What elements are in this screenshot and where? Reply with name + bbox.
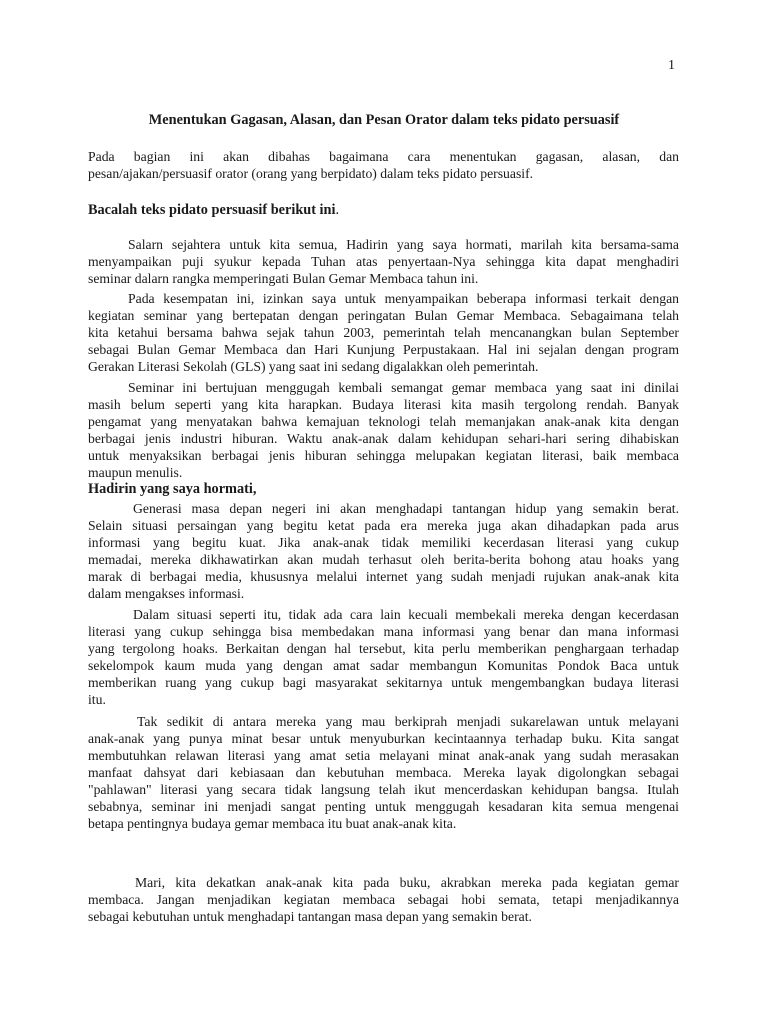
paragraph-line: berbagai jenis industri hiburan. Waktu anak-anak dalam kehidupan sehari-hari sering dihabiskan bbox=[88, 431, 679, 446]
paragraph-line: Seminar ini bertujuan menggugah kembali semangat gemar membaca yang saat ini dinilai bbox=[128, 380, 679, 395]
paragraph-line: sebagai kebutuhan untuk menghadapi tantangan masa depan yang semakin berat. bbox=[88, 909, 532, 924]
paragraph-line: informasi yang begitu kuat. Jika anak-anak tidak memiliki kecerdasan literasi yang cukup bbox=[88, 535, 679, 550]
paragraph-line: Generasi masa depan negeri ini akan menghadapi tantangan hidup yang semakin berat. bbox=[133, 501, 679, 516]
paragraph-line: betapa pentingnya budaya gemar membaca itu buat anak-anak kita. bbox=[88, 816, 457, 831]
paragraph-line: Salarn sejahtera untuk kita semua, Hadirin yang saya hormati, marilah kita bersama-sama bbox=[128, 237, 679, 252]
intro-line: Pada bagian ini akan dibahas bagaimana cara menentukan gagasan, alasan, dan bbox=[88, 149, 679, 164]
paragraph-line: Pada kesempatan ini, izinkan saya untuk menyampaikan beberapa informasi terkait dengan bbox=[128, 291, 679, 306]
paragraph-line: itu. bbox=[88, 692, 106, 707]
paragraph-line: memadai, mereka dikhawatirkan akan mudah terhasut oleh berita-berita bohong atau hoaks yang bbox=[88, 552, 679, 567]
paragraph-line: Tak sedikit di antara mereka yang mau berkiprah menjadi sukarelawan untuk melayani bbox=[137, 714, 679, 729]
paragraph-line: Dalam situasi seperti itu, tidak ada cara lain kecuali membekali mereka dengan kecerdasan bbox=[133, 607, 679, 622]
paragraph-line: untuk menyaksikan berbagai jenis hiburan sehingga melupakan kegiatan literasi, baik membaca bbox=[88, 448, 679, 463]
paragraph-line: menyampaikan puji syukur kepada Tuhan atas penyertaan-Nya sehingga kita dapat menghadiri bbox=[88, 254, 679, 269]
page-number: 1 bbox=[668, 58, 675, 73]
paragraph-line: literasi yang cukup sehingga bisa membedakan mana informasi yang benar dan mana informasi bbox=[88, 624, 679, 639]
paragraph-line: manfaat dahsyat dari kebiasaan dan kebutuhan membaca. Mereka layak digolongkan sebagai bbox=[88, 765, 679, 780]
paragraph-line: pengamat yang menyatakan bahwa kemajuan teknologi telah memanjakan anak-anak kita dengan bbox=[88, 414, 679, 429]
page-title: Menentukan Gagasan, Alasan, dan Pesan Orator dalam teks pidato persuasif bbox=[148, 112, 620, 128]
instruction bbox=[88, 202, 339, 219]
section-heading: Hadirin yang saya hormati, bbox=[88, 481, 257, 497]
paragraph-line: maupun menulis. bbox=[88, 465, 183, 480]
paragraph-line: sebagai Bulan Gemar Membaca dan Hari Kunjung Perpustakaan. Hal ini sejalan dengan program bbox=[88, 342, 679, 357]
paragraph-line: masih belum seperti yang kita harapkan. Budaya literasi kita masih tergolong rendah. Banyak bbox=[88, 397, 679, 412]
paragraph-line: Selain situasi persaingan yang begitu ketat pada era mereka juga akan dihadapkan pada arus bbox=[88, 518, 679, 533]
paragraph-line: anak-anak yang punya minat besar untuk menyuburkan kecintaannya terhadap buku. Kita sangat bbox=[88, 731, 679, 746]
intro-line: pesan/ajakan/persuasif orator (orang yang berpidato) dalam teks pidato persuasif. bbox=[88, 166, 534, 181]
paragraph-line: yang tergolong hoaks. Berkaitan dengan hal tersebut, kita perlu memberikan penghargaan terhadap bbox=[88, 641, 679, 656]
paragraph-line: "pahlawan" literasi yang secara tidak langsung telah ikut mencerdaskan kehidupan bangsa. Itulah bbox=[88, 782, 679, 797]
instruction-period: . bbox=[335, 202, 340, 218]
paragraph-line: seminar dalarn rangka memperingati Bulan Gemar Membaca tahun ini. bbox=[88, 271, 479, 286]
paragraph-line: kegiatan seminar yang bertepatan dengan peringatan Bulan Gemar Membaca. Sebagaimana telah bbox=[88, 308, 679, 323]
paragraph-line: kita ketahui bersama bahwa sejak tahun 2003, pemerintah telah mencanangkan bulan September bbox=[88, 325, 679, 340]
paragraph-line: sekelompok kaum muda yang dengan amat sadar membangun Komunitas Pondok Baca untuk bbox=[88, 658, 679, 673]
paragraph-line: marak di berbagai media, khususnya melalui internet yang sudah menjadi rujukan anak-anak kita bbox=[88, 569, 679, 584]
instruction-text: Bacalah teks pidato persuasif berikut ini bbox=[88, 202, 336, 218]
paragraph-line: membaca. Jangan menjadikan kegiatan membaca sebagai hobi semata, tetapi menjadikannya bbox=[88, 892, 679, 907]
paragraph-line: memberikan ruang yang cukup bagi masyarakat sekitarnya untuk mengembangkan budaya literasi bbox=[88, 675, 679, 690]
paragraph-line: dalam mengakses informasi. bbox=[88, 586, 245, 601]
paragraph-line: Gerakan Literasi Sekolah (GLS) yang saat ini sedang digalakkan oleh pemerintah. bbox=[88, 359, 539, 374]
paragraph-line: membutuhkan relawan literasi yang amat setia melayani minat anak-anak yang sudah merasakan bbox=[88, 748, 679, 763]
paragraph-line: sebabnya, seminar ini menjadi sangat penting untuk menggugah kesadaran kita semua mengenai bbox=[88, 799, 679, 814]
paragraph-line: Mari, kita dekatkan anak-anak kita pada buku, akrabkan mereka pada kegiatan gemar bbox=[135, 875, 679, 890]
